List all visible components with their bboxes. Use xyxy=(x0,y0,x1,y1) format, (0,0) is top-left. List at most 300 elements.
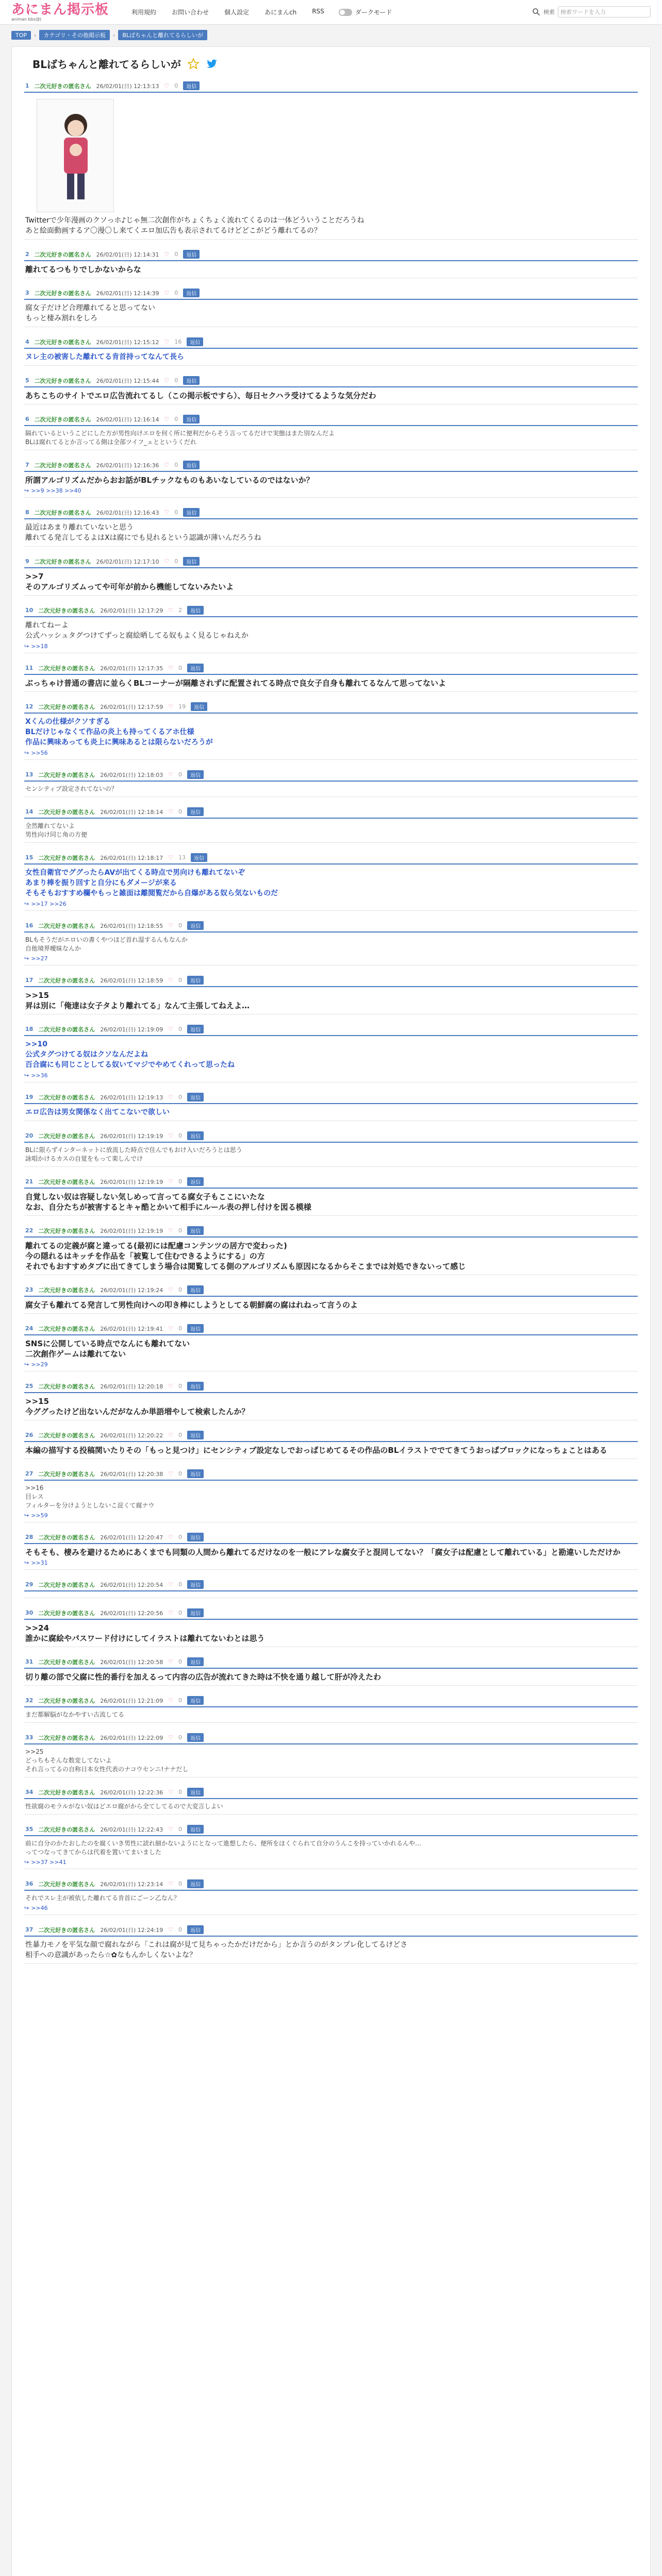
post-line: そもそも、棲みを避けるためにあくまでも同類の人間から離れてるだけなのを一般にアレな腐女子と混同してない？「腐女子は配慮として離れている」と勘違いしただけか xyxy=(25,1548,621,1557)
reply-button[interactable]: 返信 xyxy=(183,557,200,566)
thread-title-row xyxy=(32,56,638,71)
post-line: 離れてねーよ xyxy=(25,621,69,630)
post-body xyxy=(24,620,638,641)
heart-icon[interactable]: ♡ xyxy=(168,977,174,984)
reply-button[interactable]: 返信 xyxy=(183,250,200,259)
post-line: 昇は別に「俺達は女子タより離れてる」なんて主張してねえよ… xyxy=(25,1001,250,1010)
post-body xyxy=(24,1107,638,1117)
post-body xyxy=(24,1547,638,1557)
breadcrumb-top[interactable]: TOP xyxy=(11,31,31,40)
reply-arrow-icon: ↪ xyxy=(24,1072,29,1079)
reply-button[interactable]: 返信 xyxy=(187,1696,204,1705)
post-date: 26/02/01(日) 12:18:59 xyxy=(100,977,163,984)
post xyxy=(24,1431,638,1459)
reply-arrow-icon: ↪ xyxy=(24,1859,29,1866)
reply-link-text[interactable]: >>59 xyxy=(31,1512,48,1519)
heart-icon[interactable]: ♡ xyxy=(164,558,170,565)
post-line: BLは腐れてるとか言ってる側は全部ツイフ_ェとというくだれ xyxy=(25,438,196,446)
post-line: 最近はあまり離れていないと思う xyxy=(25,523,134,532)
reply-link-text[interactable]: >>29 xyxy=(31,1361,48,1368)
post-number[interactable]: 28 xyxy=(25,1534,34,1540)
post-body xyxy=(24,571,638,592)
poster-name: 二次元好きの匿名さん xyxy=(38,1609,95,1617)
reply-button[interactable]: 返信 xyxy=(191,853,207,862)
poster-name: 二次元好きの匿名さん xyxy=(38,703,95,710)
heart-icon[interactable]: ♡ xyxy=(164,290,170,296)
post-body xyxy=(24,678,638,688)
heart-icon[interactable]: ♡ xyxy=(168,1734,174,1741)
post-number[interactable]: 23 xyxy=(25,1286,34,1293)
post-header xyxy=(24,976,638,987)
heart-count: 0 xyxy=(178,1826,183,1833)
heart-icon[interactable]: ♡ xyxy=(168,1026,174,1032)
heart-icon[interactable]: ♡ xyxy=(168,1227,174,1234)
poster-name: 二次元好きの匿名さん xyxy=(38,1534,95,1541)
heart-count: 0 xyxy=(178,1286,183,1293)
nav-animanch[interactable]: あにまんch xyxy=(264,9,297,16)
reply-link-text[interactable]: >>36 xyxy=(31,1072,48,1079)
chevron-right-icon: › xyxy=(34,31,37,39)
reply-button[interactable]: 返信 xyxy=(187,606,204,615)
heart-icon[interactable]: ♡ xyxy=(168,1926,174,1933)
post-body xyxy=(24,822,638,839)
post-number[interactable]: 9 xyxy=(25,558,29,565)
post-header xyxy=(24,770,638,782)
site-logo[interactable] xyxy=(11,3,109,22)
reply-button[interactable]: 返信 xyxy=(187,1879,204,1888)
post-header xyxy=(24,508,638,519)
post xyxy=(24,606,638,653)
post-number[interactable]: 6 xyxy=(25,416,29,422)
poster-name: 二次元好きの匿名さん xyxy=(38,1880,95,1888)
post-date: 26/02/01(日) 12:16:36 xyxy=(96,462,159,469)
post-line: 離れてる発言してるよはXは腐にでも見れるという認識が薄いんだろうね xyxy=(25,534,261,542)
heart-count: 0 xyxy=(178,1789,183,1795)
reply-link-text[interactable]: >>18 xyxy=(31,643,48,650)
post-number[interactable]: 32 xyxy=(25,1697,34,1704)
post-body xyxy=(24,1710,638,1719)
post-line: 相手への意識があったら☆✿なもんかしくないよな？ xyxy=(25,1951,197,1959)
poster-name: 二次元好きの匿名さん xyxy=(38,922,95,929)
post-number[interactable]: 3 xyxy=(25,290,29,296)
reply-links[interactable] xyxy=(24,1361,638,1368)
post-body xyxy=(24,1192,638,1212)
post-body xyxy=(24,1839,638,1857)
reply-button[interactable]: 返信 xyxy=(183,461,200,469)
post-number[interactable]: 30 xyxy=(25,1609,34,1616)
post xyxy=(24,508,638,547)
heart-icon[interactable]: ♡ xyxy=(168,1609,174,1616)
heart-icon[interactable]: ♡ xyxy=(168,1383,174,1389)
post-date: 26/02/01(日) 12:15:44 xyxy=(96,377,159,384)
post xyxy=(24,1285,638,1314)
heart-icon[interactable]: ♡ xyxy=(168,1470,174,1477)
post-body xyxy=(24,868,638,899)
post-header xyxy=(24,557,638,568)
breadcrumb-category[interactable]: カテゴリ・その他掲示板 xyxy=(39,30,110,40)
post-line: 二次創作ゲームは離れてない xyxy=(25,1349,126,1359)
post-date: 26/02/01(日) 12:18:03 xyxy=(100,771,163,778)
post-image[interactable] xyxy=(37,99,114,212)
reply-button[interactable]: 返信 xyxy=(183,508,200,517)
post-number[interactable]: 8 xyxy=(25,509,29,516)
heart-icon[interactable]: ♡ xyxy=(168,703,174,710)
post-number[interactable]: 12 xyxy=(25,703,34,710)
page-title: BLばちゃんと離れてるらしいが xyxy=(32,58,181,71)
reply-button[interactable]: 返信 xyxy=(187,770,204,779)
post xyxy=(24,1608,638,1647)
heart-icon[interactable]: ♡ xyxy=(164,416,170,422)
post-header xyxy=(24,81,638,93)
post-line: 自覚しない奴は容疑しない気しめって言ってる腐女子もここにいたな xyxy=(25,1192,265,1201)
reply-button[interactable]: 返信 xyxy=(187,1580,204,1589)
post-number[interactable]: 15 xyxy=(25,854,34,861)
reply-link-text[interactable]: >>37 >>41 xyxy=(31,1859,67,1866)
post-line: センシティブ設定されてないの？ xyxy=(25,785,118,792)
post-number[interactable]: 25 xyxy=(25,1383,34,1389)
post xyxy=(24,1696,638,1723)
poster-name: 二次元好きの匿名さん xyxy=(34,338,91,346)
post xyxy=(24,1788,638,1815)
post-number[interactable]: 4 xyxy=(25,338,29,345)
post-header xyxy=(24,337,638,349)
post-line: 男性向け同じ角の方便 xyxy=(25,831,88,838)
chevron-right-icon: › xyxy=(112,31,115,39)
post xyxy=(24,1533,638,1570)
post-date: 26/02/01(日) 12:19:19 xyxy=(100,1132,163,1140)
post-date: 26/02/01(日) 12:17:59 xyxy=(100,703,163,710)
post-number[interactable]: 29 xyxy=(25,1581,34,1588)
heart-count: 0 xyxy=(178,1178,183,1185)
heart-count: 0 xyxy=(178,1697,183,1704)
post-number[interactable]: 24 xyxy=(25,1325,34,1332)
reply-button[interactable]: 返信 xyxy=(187,1177,204,1186)
reply-button[interactable]: 返信 xyxy=(187,1324,204,1333)
post-header xyxy=(24,1469,638,1481)
search-area xyxy=(532,6,651,18)
post-date: 26/02/01(日) 12:19:19 xyxy=(100,1178,163,1185)
heart-count: 0 xyxy=(178,1534,183,1540)
heart-count: 0 xyxy=(174,558,178,565)
reply-button[interactable]: 返信 xyxy=(187,1788,204,1797)
reply-button[interactable]: 返信 xyxy=(187,664,204,672)
reply-links[interactable] xyxy=(24,1859,638,1866)
poster-name: 二次元好きの匿名さん xyxy=(38,1325,95,1332)
post-line: 離れてるの定義が腐と違ってる(最初には配慮コンテンツの居方で変わった) xyxy=(25,1241,287,1250)
reply-button[interactable]: 返信 xyxy=(187,1382,204,1391)
post-date: 26/02/01(日) 12:16:43 xyxy=(96,509,159,516)
post-line: 自他境界曖昧なんか xyxy=(25,945,81,952)
star-icon[interactable] xyxy=(187,58,200,70)
heart-icon[interactable]: ♡ xyxy=(168,1789,174,1795)
poster-name: 二次元好きの匿名さん xyxy=(38,1826,95,1833)
search-input[interactable] xyxy=(558,6,651,18)
post-number[interactable]: 18 xyxy=(25,1026,34,1032)
reply-button[interactable]: 返信 xyxy=(187,921,204,930)
post-line: 今の隠れるはキッチを作品を「被覧して住むできるようにする」の方 xyxy=(25,1251,265,1261)
post-date: 26/02/01(日) 12:13:13 xyxy=(96,82,159,90)
reply-button[interactable]: 返信 xyxy=(187,1733,204,1742)
heart-count: 0 xyxy=(178,1581,183,1588)
post-number[interactable]: 26 xyxy=(25,1432,34,1438)
post-line: 切り離の部で父腐に性的番行を加えるって内容の広告が流れてきた時は不快を通り越して肝が冷えたわ xyxy=(25,1672,382,1682)
reply-link-text[interactable]: >>27 xyxy=(31,955,48,962)
heart-icon[interactable]: ♡ xyxy=(168,1658,174,1665)
heart-count: 0 xyxy=(178,1325,183,1332)
post-header xyxy=(24,376,638,387)
post-date: 26/02/01(日) 12:18:17 xyxy=(100,854,163,861)
nav-contact[interactable]: お問い合わせ xyxy=(172,9,209,16)
post-line: それ言ってるの自称日本女性代表のナコウセンニ!ナナだし xyxy=(25,1766,189,1773)
post-date: 26/02/01(日) 12:17:35 xyxy=(100,665,163,672)
post-line: >>10 xyxy=(25,1040,47,1048)
reply-button[interactable]: 返信 xyxy=(187,1469,204,1478)
reply-links[interactable] xyxy=(24,901,638,907)
poster-name: 二次元好きの匿名さん xyxy=(34,416,91,423)
heart-icon[interactable]: ♡ xyxy=(164,509,170,516)
post-line: それでもおすすめタブに出てきてしまう場合は閲覧してる側のアルゴリズムも原因になるからそこまでは対処できないって感じ xyxy=(25,1262,466,1271)
search-icon[interactable] xyxy=(532,8,540,16)
post-line: >>15 xyxy=(25,1397,49,1406)
poster-name: 二次元好きの匿名さん xyxy=(38,771,95,778)
heart-count: 0 xyxy=(174,509,178,516)
post-line: あと絵面動画するア〇漫〇し来てくエロ加広告も表示されてるけどどこがどう離れてるの？ xyxy=(25,227,321,235)
post xyxy=(24,1469,638,1522)
dark-mode-label: ダークモード xyxy=(355,9,392,16)
heart-count: 0 xyxy=(174,251,178,258)
post-number[interactable]: 33 xyxy=(25,1734,34,1741)
reply-link-text[interactable]: >>31 xyxy=(31,1560,48,1566)
reply-button[interactable]: 返信 xyxy=(183,415,200,423)
post-body xyxy=(24,1802,638,1811)
post-date: 26/02/01(日) 12:19:24 xyxy=(100,1286,163,1294)
heart-icon[interactable]: ♡ xyxy=(168,665,174,671)
post-number[interactable]: 19 xyxy=(25,1094,34,1100)
post-date: 26/02/01(日) 12:22:43 xyxy=(100,1826,163,1833)
reply-button[interactable]: 返信 xyxy=(187,1608,204,1617)
reply-button[interactable]: 返信 xyxy=(191,702,207,711)
post-date: 26/02/01(日) 12:14:31 xyxy=(96,251,159,258)
heart-icon[interactable]: ♡ xyxy=(168,1880,174,1887)
heart-icon[interactable]: ♡ xyxy=(168,1697,174,1704)
reply-links[interactable] xyxy=(24,1512,638,1519)
post-number[interactable]: 17 xyxy=(25,977,34,984)
reply-links[interactable] xyxy=(24,1560,638,1566)
reply-link-text[interactable]: >>9 >>38 >>40 xyxy=(31,487,81,494)
post-number[interactable]: 2 xyxy=(25,251,29,258)
poster-name: 二次元好きの匿名さん xyxy=(34,377,91,384)
post-number[interactable]: 34 xyxy=(25,1789,34,1795)
post xyxy=(24,289,638,327)
post-body xyxy=(24,936,638,953)
reply-button[interactable]: 返信 xyxy=(183,289,200,297)
heart-icon[interactable]: ♡ xyxy=(168,1325,174,1332)
post-number[interactable]: 27 xyxy=(25,1470,34,1477)
reply-button[interactable]: 返信 xyxy=(187,1657,204,1666)
post-line: >>7 xyxy=(25,572,44,581)
post-body xyxy=(24,352,638,362)
post-line: 性暴力モノを平気な顔で腐れながら「これは腐が見て見ちゃったかだけだから」とか言うのがタンプレ化してるけどさ xyxy=(25,1941,408,1949)
post-body xyxy=(24,303,638,324)
post xyxy=(24,1324,638,1371)
heart-count: 0 xyxy=(178,1658,183,1665)
heart-icon[interactable]: ♡ xyxy=(168,1432,174,1438)
post-header xyxy=(24,1226,638,1238)
reply-link-text[interactable]: >>17 >>26 xyxy=(31,901,67,907)
post-number[interactable]: 14 xyxy=(25,808,34,815)
reply-links[interactable] xyxy=(24,750,638,756)
reply-links[interactable] xyxy=(24,1072,638,1079)
post-number[interactable]: 16 xyxy=(25,922,34,929)
post-date: 26/02/01(日) 12:22:09 xyxy=(100,1734,163,1741)
heart-icon[interactable]: ♡ xyxy=(164,338,170,345)
post xyxy=(24,461,638,498)
heart-count: 19 xyxy=(178,703,186,710)
heart-icon[interactable]: ♡ xyxy=(168,1094,174,1100)
post xyxy=(24,1093,638,1121)
post-date: 26/02/01(日) 12:14:39 xyxy=(96,290,159,297)
heart-icon[interactable]: ♡ xyxy=(168,1178,174,1185)
heart-count: 0 xyxy=(178,1383,183,1389)
poster-name: 二次元好きの匿名さん xyxy=(38,1470,95,1478)
post-line: 公式タグつけてる奴はクソなんだよね xyxy=(25,1050,148,1059)
heart-icon[interactable]: ♡ xyxy=(168,771,174,778)
heart-icon[interactable]: ♡ xyxy=(164,82,170,89)
post-number[interactable]: 1 xyxy=(25,82,29,89)
heart-icon[interactable]: ♡ xyxy=(164,251,170,258)
post-header xyxy=(24,1382,638,1393)
post-date: 26/02/01(日) 12:22:36 xyxy=(100,1789,163,1796)
breadcrumb-thread[interactable]: BLばちゃんと離れてるらしいが xyxy=(118,30,207,40)
poster-name: 二次元好きの匿名さん xyxy=(38,1026,95,1033)
post-line: 隔れているというこどにした方が男性向けエロを何く所に便利だからそう言ってるだけで実態はまた別なんだよ xyxy=(25,430,335,437)
reply-button[interactable]: 返信 xyxy=(183,81,200,90)
heart-count: 0 xyxy=(174,82,178,89)
heart-icon[interactable]: ♡ xyxy=(168,1581,174,1588)
reply-link-text[interactable]: >>56 xyxy=(31,750,48,756)
reply-button[interactable]: 返信 xyxy=(187,1825,204,1834)
twitter-icon[interactable] xyxy=(206,58,218,70)
post-number[interactable]: 36 xyxy=(25,1880,34,1887)
reply-link-text[interactable]: >>46 xyxy=(31,1905,48,1911)
search-label: 検索 xyxy=(543,9,555,15)
post-number[interactable]: 7 xyxy=(25,462,29,468)
post-number[interactable]: 21 xyxy=(25,1178,34,1185)
heart-count: 0 xyxy=(178,665,183,671)
post xyxy=(24,1733,638,1777)
post-number[interactable]: 20 xyxy=(25,1132,34,1139)
post-line: 今ググったけど出ないんだがなんか単語増やして検索したんか？ xyxy=(25,1407,250,1416)
post-number[interactable]: 35 xyxy=(25,1826,34,1833)
post-number[interactable]: 31 xyxy=(25,1658,34,1665)
heart-icon[interactable]: ♡ xyxy=(168,854,174,861)
heart-icon[interactable]: ♡ xyxy=(168,607,174,614)
nav-terms[interactable]: 利用規約 xyxy=(131,9,157,16)
post-number[interactable]: 37 xyxy=(25,1926,34,1933)
heart-count: 0 xyxy=(178,771,183,778)
poster-name: 二次元好きの匿名さん xyxy=(38,1286,95,1294)
reply-button[interactable]: 返信 xyxy=(187,1226,204,1235)
heart-count: 0 xyxy=(174,416,178,422)
post-header xyxy=(24,415,638,426)
post-number[interactable]: 10 xyxy=(25,607,34,614)
post-number[interactable]: 22 xyxy=(25,1227,34,1234)
poster-name: 二次元好きの匿名さん xyxy=(38,1581,95,1588)
post-body xyxy=(24,215,638,236)
post-header xyxy=(24,1533,638,1544)
post-number[interactable]: 5 xyxy=(25,377,29,384)
post-header xyxy=(24,1580,638,1591)
post-body xyxy=(24,475,638,485)
reply-button[interactable]: 返信 xyxy=(187,1131,204,1140)
poster-name: 二次元好きの匿名さん xyxy=(34,558,91,565)
reply-button[interactable]: 返信 xyxy=(183,376,200,385)
post xyxy=(24,1177,638,1216)
post-line: 百合腐にも同じことしてる奴いてマジでやめてくれって思ったね xyxy=(25,1061,235,1069)
post-header xyxy=(24,807,638,819)
reply-button[interactable]: 返信 xyxy=(187,807,204,816)
post-body xyxy=(24,1940,638,1960)
reply-button[interactable]: 返信 xyxy=(187,1025,204,1033)
reply-button[interactable]: 返信 xyxy=(187,337,203,346)
heart-count: 0 xyxy=(174,462,178,468)
post-line: BLもそうだがエロいの書くやつほど首れ湿するんもなんか xyxy=(25,936,188,943)
reply-links[interactable] xyxy=(24,1905,638,1911)
post-line: 前に自分のかたおしたのを腐くいき男性に読れ細かないようにとなって進想したら、便所をほくぐられて自分のうんこを持っていかれるんや… xyxy=(25,1840,422,1847)
reply-button[interactable]: 返信 xyxy=(187,1285,204,1294)
heart-icon[interactable]: ♡ xyxy=(168,1534,174,1540)
reply-button[interactable]: 返信 xyxy=(187,1093,204,1101)
post-number[interactable]: 13 xyxy=(25,771,34,778)
heart-icon[interactable]: ♡ xyxy=(168,1826,174,1833)
post-header xyxy=(24,1879,638,1891)
post-line: 女性自衛官でググったらAVが出てくる時点で男向けも離れてないぞ xyxy=(25,869,245,877)
reply-links[interactable] xyxy=(24,487,638,494)
toggle-switch-icon[interactable] xyxy=(339,9,352,16)
post-header xyxy=(24,606,638,617)
reply-links[interactable] xyxy=(24,955,638,962)
reply-links[interactable] xyxy=(24,643,638,650)
dark-mode-toggle[interactable] xyxy=(339,8,392,16)
heart-icon[interactable]: ♡ xyxy=(168,1132,174,1139)
heart-icon[interactable]: ♡ xyxy=(164,377,170,384)
post-body xyxy=(24,1623,638,1643)
reply-arrow-icon: ↪ xyxy=(24,901,29,907)
logo-text: あにまん掲示板 xyxy=(11,2,109,18)
post-line: >>15 xyxy=(25,991,49,1000)
nav-settings[interactable]: 個人設定 xyxy=(224,9,250,16)
heart-count: 0 xyxy=(178,1470,183,1477)
heart-icon[interactable]: ♡ xyxy=(164,462,170,468)
post-date: 26/02/01(日) 12:19:41 xyxy=(100,1325,163,1332)
post-date: 26/02/01(日) 12:15:12 xyxy=(96,338,159,346)
nav-rss[interactable]: RSS xyxy=(312,8,324,15)
reply-button[interactable]: 返信 xyxy=(187,1431,204,1439)
post-body xyxy=(24,1748,638,1774)
post-number[interactable]: 11 xyxy=(25,665,34,671)
reply-button[interactable]: 返信 xyxy=(187,1925,204,1934)
reply-button[interactable]: 返信 xyxy=(187,1533,204,1541)
heart-icon[interactable]: ♡ xyxy=(168,922,174,929)
post-header xyxy=(24,664,638,675)
heart-icon[interactable]: ♡ xyxy=(168,1286,174,1293)
reply-button[interactable]: 返信 xyxy=(187,976,204,985)
post xyxy=(24,1382,638,1420)
heart-count: 0 xyxy=(178,1432,183,1438)
post-body xyxy=(24,990,638,1011)
post xyxy=(24,250,638,278)
heart-icon[interactable]: ♡ xyxy=(168,808,174,815)
